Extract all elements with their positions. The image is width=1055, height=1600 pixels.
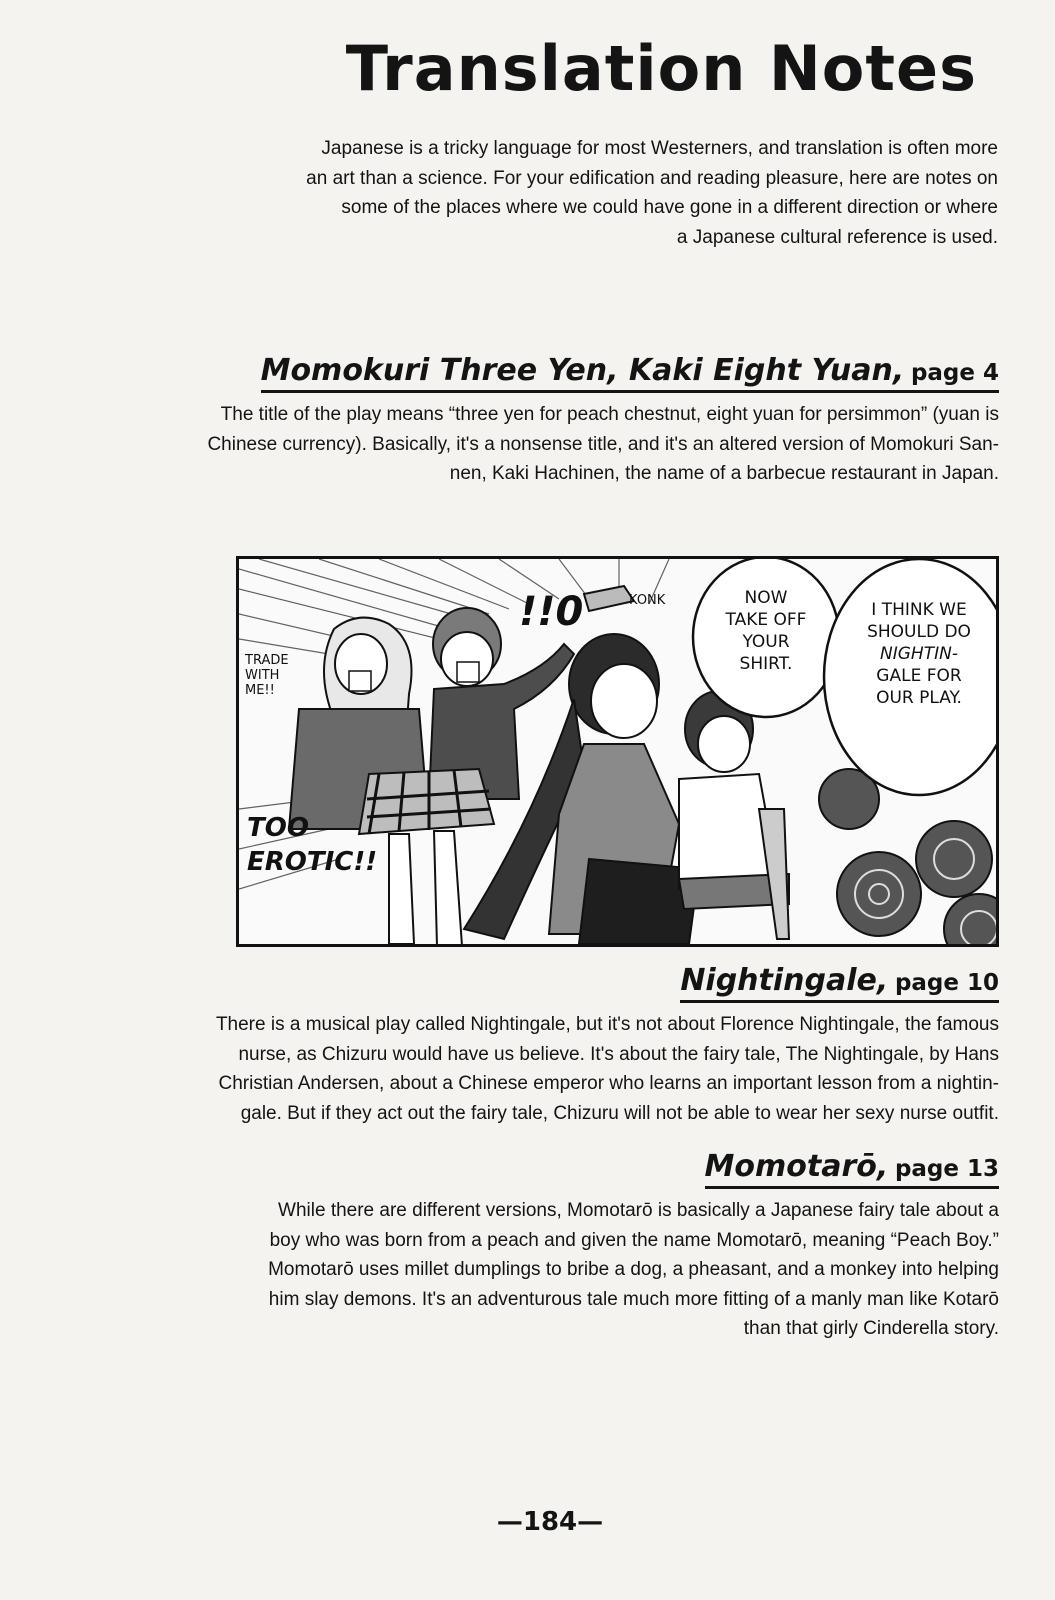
speech-bubble-nightingale bbox=[849, 599, 989, 709]
sfx-line: WITH bbox=[245, 668, 280, 683]
sfx-too-erotic bbox=[247, 811, 377, 879]
bubble-line: SHIRT. bbox=[739, 654, 793, 674]
note-line: Momotarō uses millet dumplings to bribe a dog, a pheasant, and a monkey into helping bbox=[268, 1259, 999, 1280]
bubble-line: YOUR bbox=[742, 632, 790, 652]
note-term: Momokuri Three Yen, Kaki Eight Yuan, bbox=[260, 353, 905, 388]
note-term: Momotarō, bbox=[704, 1149, 889, 1184]
intro-paragraph bbox=[140, 134, 998, 252]
note-line: There is a musical play called Nightingale, but it's not about Florence Nightingale, the famous bbox=[215, 1014, 999, 1035]
note-heading-momokuri bbox=[260, 353, 999, 393]
note-line: than that girly Cinderella story. bbox=[743, 1318, 999, 1339]
note-page-ref: page 4 bbox=[910, 360, 999, 386]
bubble-line: SHOULD DO bbox=[867, 622, 971, 642]
note-line: Chinese currency). Basically, it's a nonsense title, and it's an altered version of Momokuri San- bbox=[207, 433, 999, 455]
page-number: —184— bbox=[496, 1507, 604, 1537]
bubble-line: OUR PLAY. bbox=[876, 688, 962, 708]
sfx-trade-with-me bbox=[245, 653, 289, 698]
note-body-momokuri bbox=[207, 400, 999, 489]
intro-line: an art than a science. For your edification and reading pleasure, here are notes on bbox=[306, 167, 998, 189]
sfx-hit: !!0 bbox=[519, 589, 584, 635]
sfx-line: TRADE bbox=[245, 653, 289, 668]
note-body-momotaro bbox=[268, 1196, 999, 1344]
intro-line: Japanese is a tricky language for most Westerners, and translation is often more bbox=[321, 138, 998, 159]
manga-panel bbox=[236, 556, 999, 947]
intro-line: a Japanese cultural reference is used. bbox=[676, 226, 998, 248]
note-term: Nightingale, bbox=[680, 963, 889, 998]
note-page-ref: page 10 bbox=[894, 970, 999, 996]
page-title: Translation Notes bbox=[345, 32, 977, 105]
sfx-line: EROTIC!! bbox=[247, 847, 378, 877]
intro-line: some of the places where we could have gone in a different direction or where bbox=[341, 197, 998, 218]
bubble-line: I THINK WE bbox=[871, 600, 967, 620]
note-line: While there are different versions, Momotarō is basically a Japanese fairy tale about a bbox=[278, 1200, 999, 1221]
sfx-line: TOO bbox=[247, 813, 309, 843]
sfx-line: ME!! bbox=[245, 683, 275, 698]
note-line: The title of the play means “three yen for peach chestnut, eight yuan for persimmon” (yuan is bbox=[220, 404, 999, 425]
note-line: gale. But if they act out the fairy tale, Chizuru will not be able to wear her sexy nurse outfit. bbox=[240, 1102, 999, 1124]
note-body-nightingale bbox=[216, 1010, 999, 1128]
bubble-line: GALE FOR bbox=[876, 666, 962, 686]
speech-bubble-take-off-shirt bbox=[707, 587, 825, 675]
note-line: nurse, as Chizuru would have us believe. It's about the fairy tale, The Nightingale, by Hans bbox=[238, 1043, 999, 1065]
note-line: nen, Kaki Hachinen, the name of a barbecue restaurant in Japan. bbox=[449, 463, 999, 484]
sfx-konk: KONK bbox=[629, 593, 666, 608]
note-heading-nightingale bbox=[680, 963, 999, 1003]
note-page-ref: page 13 bbox=[894, 1156, 999, 1182]
note-line: Christian Andersen, about a Chinese emperor who learns an important lesson from a nightin- bbox=[218, 1073, 999, 1094]
bubble-line: TAKE OFF bbox=[725, 610, 807, 630]
note-line: him slay demons. It's an adventurous tale much more fitting of a manly man like Kotarō bbox=[268, 1288, 999, 1310]
note-line: boy who was born from a peach and given the name Momotarō, meaning “Peach Boy.” bbox=[269, 1229, 999, 1251]
note-heading-momotaro bbox=[704, 1149, 999, 1189]
bubble-line: NOW bbox=[744, 588, 788, 608]
bubble-line: NIGHTIN- bbox=[880, 644, 958, 664]
